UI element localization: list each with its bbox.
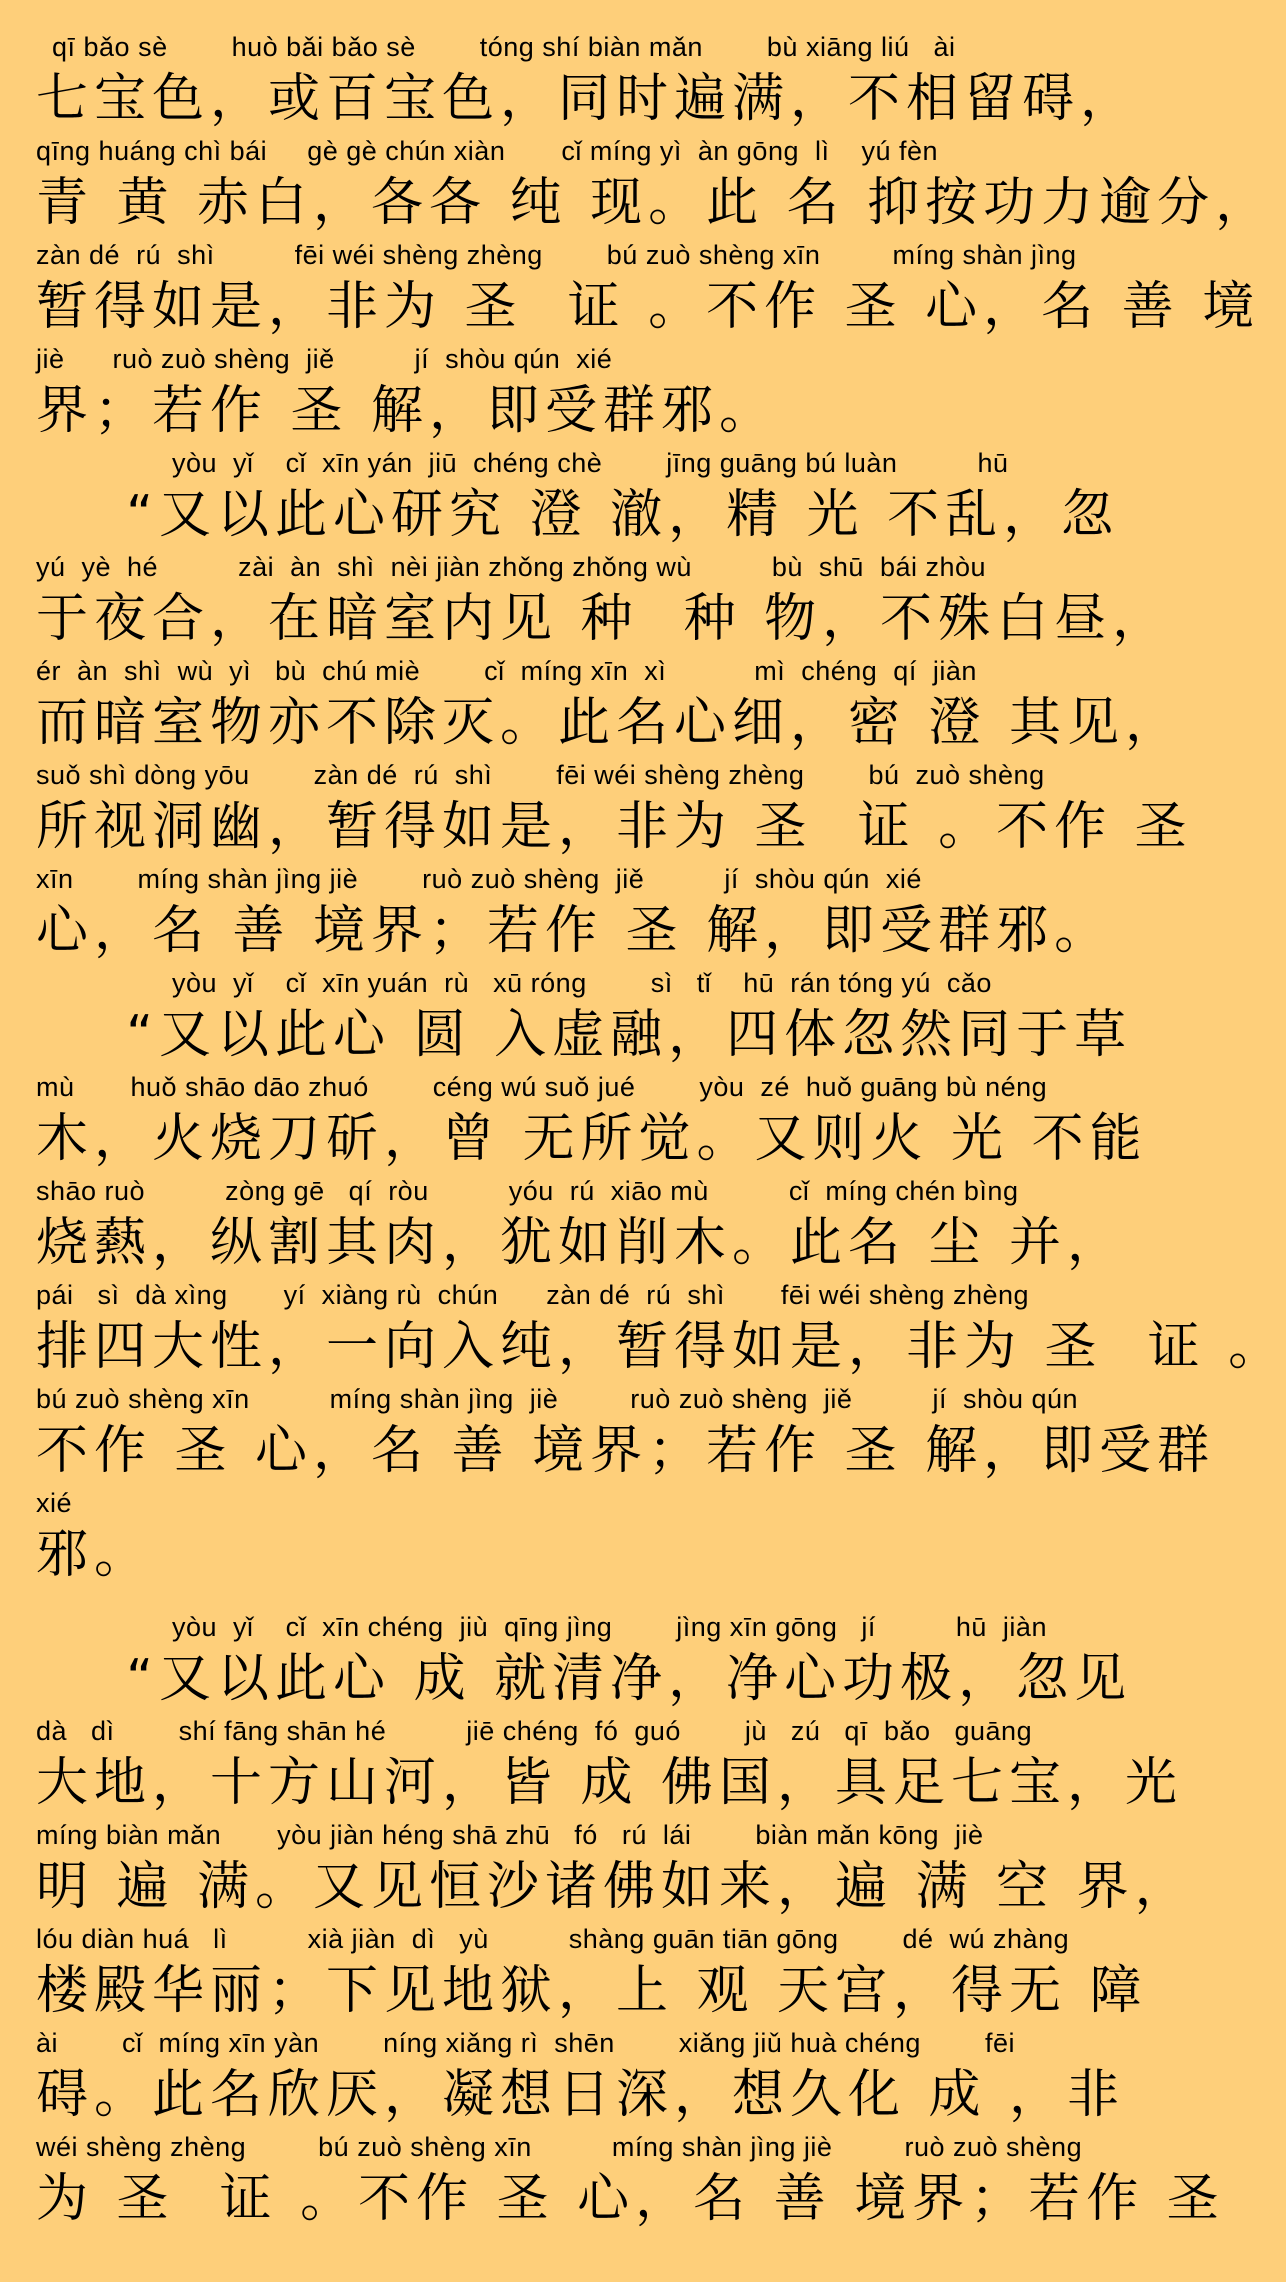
pinyin-text: ér àn shì wù yì bù chú miè cǐ míng xīn xì mì chéng qí jiàn [36, 656, 977, 686]
pinyin-text: suǒ shì dòng yōu zàn dé rú shì fēi wéi shèng zhèng bú zuò shèng [36, 760, 1045, 790]
pinyin-text: jiè ruò zuò shèng jiě jí shòu qún xié [36, 344, 613, 374]
pinyin-text: pái sì dà xìng yí xiàng rù chún zàn dé rú shì fēi wéi shèng zhèng [36, 1280, 1030, 1310]
pinyin-text: lóu diàn huá lì xià jiàn dì yù shàng guān tiān gōng dé wú zhàng [36, 1924, 1070, 1954]
hanzi-text: 大地，十方山河，皆 成 佛国，具足七宝，光 [36, 1753, 1184, 1813]
text-line [36, 1070, 1148, 1174]
pinyin-text: xié [36, 1488, 73, 1518]
pinyin-text: mù huǒ shāo dāo zhuó céng wú suǒ jué yòu zé huǒ guāng bù néng [36, 1072, 1048, 1102]
text-line [36, 862, 1113, 966]
hanzi-text: 为 圣 证 。不作 圣 心，名 善 境界；若作 圣 [36, 2169, 1225, 2229]
hanzi-text: “又以此心 圆 入虚融，四体忽然同于草 [36, 1005, 1133, 1065]
pinyin-text: bú zuò shèng xīn míng shàn jìng jiè ruò zuò shèng jiě jí shòu qún [36, 1384, 1079, 1414]
hanzi-text: “又以此心 成 就清净，净心功极，忽见 [36, 1649, 1133, 1709]
hanzi-text: 界；若作 圣 解，即受群邪。 [36, 381, 778, 441]
hanzi-text: “又以此心研究 澄 澈，精 光 不乱，忽 [36, 485, 1120, 545]
text-line [36, 1714, 1184, 1818]
pinyin-text: qīng huáng chì bái gè gè chún xiàn cǐ míng yì àn gōng lì yú fèn [36, 136, 939, 166]
text-line [36, 238, 1261, 342]
pinyin-text: yòu yǐ cǐ xīn chéng jiù qīng jìng jìng xīn gōng jí hū jiàn [36, 1612, 1047, 1642]
text-line [36, 1174, 1126, 1278]
text-line [36, 1278, 1286, 1382]
hanzi-text: 木，火烧刀斫，曾 无所觉。又则火 光 不能 [36, 1109, 1148, 1169]
hanzi-text: 不作 圣 心，名 善 境界；若作 圣 解，即受群 [36, 1421, 1216, 1481]
text-line [36, 758, 1193, 862]
pinyin-text: xīn míng shàn jìng jiè ruò zuò shèng jiě jí shòu qún xié [36, 864, 922, 894]
pinyin-text: dà dì shí fāng shān hé jiē chéng fó guó jù zú qī bǎo guāng [36, 1716, 1033, 1746]
hanzi-text: 心，名 善 境界；若作 圣 解，即受群邪。 [36, 901, 1113, 961]
text-line [36, 1610, 1133, 1714]
text-line [36, 1382, 1216, 1486]
hanzi-text: 邪。 [36, 1525, 153, 1585]
pinyin-text: yú yè hé zài àn shì nèi jiàn zhǒng zhǒng wù bù shū bái zhòu [36, 552, 987, 582]
hanzi-text: 烧爇，纵割其肉，犹如削木。此名 尘 并， [36, 1213, 1126, 1273]
pinyin-text: míng biàn mǎn yòu jiàn héng shā zhū fó rú lái biàn mǎn kōng jiè [36, 1820, 984, 1850]
text-line [36, 342, 1050, 446]
hanzi-text: 而暗室物亦不除灭。此名心细，密 澄 其见， [36, 693, 1184, 753]
text-line [36, 30, 1139, 134]
hanzi-text: 青 黄 赤白，各各 纯 现。此 名 抑按功力逾分， [36, 173, 1274, 233]
pinyin-text: qī bǎo sè huò bǎi bǎo sè tóng shí biàn mǎn bù xiāng liú ài [36, 32, 956, 62]
hanzi-text: 于夜合，在暗室内见 种 种 物，不殊白昼， [36, 589, 1171, 649]
text-line [36, 966, 1133, 1070]
pinyin-text: yòu yǐ cǐ xīn yuán rù xū róng sì tǐ hū rán tóng yú cǎo [36, 968, 992, 998]
text-line [36, 2130, 1225, 2234]
text-line [36, 1818, 1193, 1922]
hanzi-text: 所视洞幽，暂得如是，非为 圣 证 。不作 圣 [36, 797, 1193, 857]
text-line [36, 134, 1274, 238]
pinyin-text: wéi shèng zhèng bú zuò shèng xīn míng shàn jìng jiè ruò zuò shèng [36, 2132, 1083, 2162]
pinyin-text: shāo ruò zòng gē qí ròu yóu rú xiāo mù cǐ míng chén bìng [36, 1176, 1019, 1206]
hanzi-text: 明 遍 满。又见恒沙诸佛如来，遍 满 空 界， [36, 1857, 1193, 1917]
text-line [36, 446, 1120, 550]
hanzi-text: 排四大性，一向入纯，暂得如是，非为 圣 证 。 [36, 1317, 1286, 1377]
text-line [36, 654, 1184, 758]
text-line [36, 1486, 1050, 1590]
text-line [36, 1922, 1148, 2026]
hanzi-text: 楼殿华丽；下见地狱，上 观 天宫，得无 障 [36, 1961, 1148, 2021]
pinyin-text: zàn dé rú shì fēi wéi shèng zhèng bú zuò shèng xīn míng shàn jìng [36, 240, 1077, 270]
hanzi-text: 暂得如是，非为 圣 证 。不作 圣 心，名 善 境 [36, 277, 1261, 337]
pinyin-text: yòu yǐ cǐ xīn yán jiū chéng chè jīng guāng bú luàn hū [36, 448, 1009, 478]
text-line [36, 2026, 1126, 2130]
hanzi-text: 七宝色，或百宝色，同时遍满，不相留碍， [36, 69, 1139, 129]
hanzi-text: 碍。此名欣厌，凝想日深，想久化 成 ，非 [36, 2065, 1126, 2125]
text-line [36, 550, 1171, 654]
pinyin-text: ài cǐ míng xīn yàn níng xiǎng rì shēn xiǎng jiǔ huà chéng fēi [36, 2028, 1015, 2058]
